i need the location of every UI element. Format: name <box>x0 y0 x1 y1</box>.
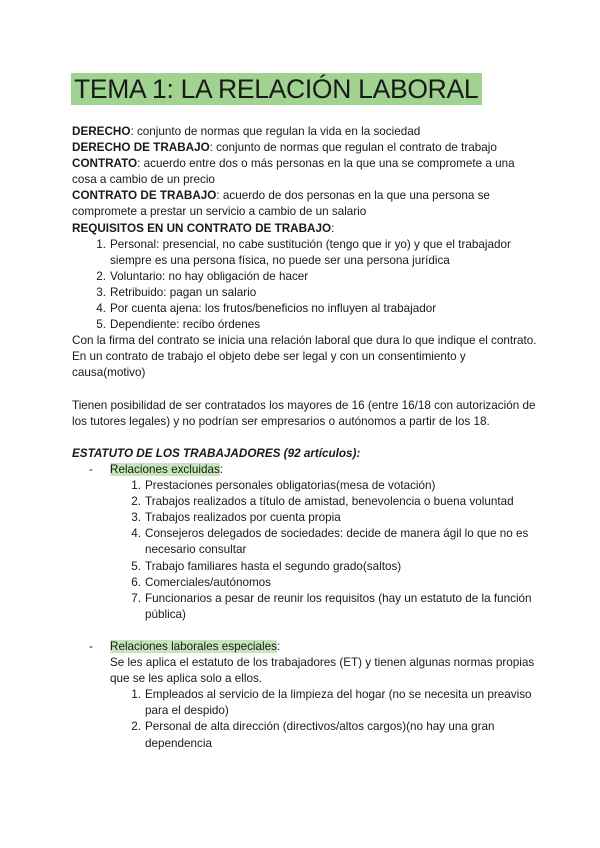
definition-term: DERECHO <box>72 125 131 138</box>
list-item <box>72 719 540 751</box>
list-number: 3. <box>131 511 141 525</box>
list-item-text: Comerciales/autónomos <box>145 575 272 589</box>
list-number: 7. <box>131 591 141 605</box>
document-body <box>72 124 540 752</box>
list-number: 4. <box>131 527 141 541</box>
definition-text: : acuerdo de dos personas en la que una persona se compromete a prestar un servicio a cambio de un salario <box>72 189 490 219</box>
list-number: 2. <box>131 720 141 734</box>
list-item-text: Por cuenta ajena: los frutos/beneficios no influyen al trabajador <box>110 302 437 316</box>
list-number: 1. <box>131 688 141 702</box>
list-number: 4. <box>96 302 106 316</box>
list-item <box>72 478 540 494</box>
list-item-text: Consejeros delegados de sociedades: decide de manera ágil lo que no es necesario consultar <box>145 527 529 557</box>
list-item <box>72 559 540 575</box>
relaciones-excluidas-label: Relaciones excluidas <box>110 462 220 476</box>
definition-text: : conjunto de normas que regulan el contrato de trabajo <box>209 141 497 155</box>
list-number: 1. <box>131 479 141 493</box>
list-number: 2. <box>131 495 141 509</box>
list-item <box>72 237 540 269</box>
definition-contrato <box>72 156 540 188</box>
dash-bullet: - <box>89 640 93 653</box>
page-title: TEMA 1: LA RELACIÓN LABORAL <box>71 73 482 105</box>
list-item <box>72 591 540 623</box>
list-item <box>72 301 540 317</box>
list-number: 1. <box>96 237 106 251</box>
list-item-text: Trabajos realizados a título de amistad, benevolencia o buena voluntad <box>145 495 514 509</box>
especiales-description: Se les aplica el estatuto de los trabajadores (ET) y tienen algunas normas propias que se les aplica solo a ellos. <box>110 656 535 686</box>
list-number: 5. <box>96 318 106 332</box>
list-item-text: Funcionarios a pesar de reunir los requisitos (hay un estatuto de la función pública) <box>145 591 532 621</box>
especiales-list <box>72 687 540 751</box>
list-item <box>72 510 540 526</box>
list-item-text: Personal de alta dirección (directivos/altos cargos)(no hay una gran dependencia <box>145 720 495 750</box>
label-suffix: : <box>219 462 224 476</box>
spacer <box>72 430 540 446</box>
requisitos-heading-suffix: : <box>331 221 335 235</box>
list-item-text: Voluntario: no hay obligación de hacer <box>110 269 309 283</box>
requisitos-heading-text: REQUISITOS EN UN CONTRATO DE TRABAJO <box>72 221 332 235</box>
list-item <box>72 526 540 558</box>
definition-contrato-de-trabajo <box>72 188 540 220</box>
definition-text: : acuerdo entre dos o más personas en la que una se compromete a una cosa a cambio de un precio <box>72 157 515 187</box>
definition-derecho <box>72 124 540 140</box>
list-item-text: Personal: presencial, no cabe sustitución (tengo que ir yo) y que el trabajador siempre es una persona física, no puede ser una persona jurídica <box>110 237 511 267</box>
relaciones-especiales-label: Relaciones laborales especiales <box>110 640 277 653</box>
label-suffix: : <box>276 640 281 653</box>
list-item-text: Dependiente: recibo órdenes <box>110 318 261 332</box>
excluidas-list <box>72 478 540 623</box>
spacer <box>72 382 540 398</box>
paragraph-firma: Con la firma del contrato se inicia una relación laboral que dura lo que indique el contrato. En un contrato de trabajo el objeto debe ser legal y con un consentimiento y causa(motivo) <box>72 334 537 380</box>
estatuto-heading: ESTATUTO DE LOS TRABAJADORES (92 artículos): <box>72 446 361 460</box>
list-item-text: Empleados al servicio de la limpieza del hogar (no se necesita un preaviso para el despido) <box>145 688 532 718</box>
list-item-text: Retribuido: pagan un salario <box>110 285 257 299</box>
definition-derecho-de-trabajo <box>72 140 540 156</box>
dash-bullet: - <box>89 462 93 476</box>
list-item-text: Trabajos realizados por cuenta propia <box>145 511 341 525</box>
requisitos-heading <box>72 221 540 237</box>
list-item <box>72 687 540 719</box>
list-item-text: Prestaciones personales obligatorias(mesa de votación) <box>145 479 436 493</box>
spacer <box>72 623 540 639</box>
list-number: 3. <box>96 285 106 299</box>
list-item <box>72 269 540 285</box>
list-item <box>72 317 540 333</box>
relaciones-excluidas-item <box>72 462 540 478</box>
list-item-text: Trabajo familiares hasta el segundo grado(saltos) <box>145 559 402 573</box>
list-item <box>72 575 540 591</box>
definition-text: : conjunto de normas que regulan la vida en la sociedad <box>130 125 421 138</box>
requisitos-list <box>72 237 540 334</box>
list-number: 2. <box>96 269 106 283</box>
definition-term: DERECHO DE TRABAJO <box>72 141 210 155</box>
definition-term: CONTRATO <box>72 157 138 171</box>
list-item <box>72 494 540 510</box>
list-number: 6. <box>131 575 141 589</box>
paragraph-edad: Tienen posibilidad de ser contratados los mayores de 16 (entre 16/18 con autorización de los tutores legales) y no podrían ser empresarios o autónomos a partir de los 18. <box>72 398 536 428</box>
list-item <box>72 285 540 301</box>
relaciones-especiales-item <box>72 639 540 655</box>
definition-term: CONTRATO DE TRABAJO <box>72 189 217 203</box>
list-number: 5. <box>131 559 141 573</box>
